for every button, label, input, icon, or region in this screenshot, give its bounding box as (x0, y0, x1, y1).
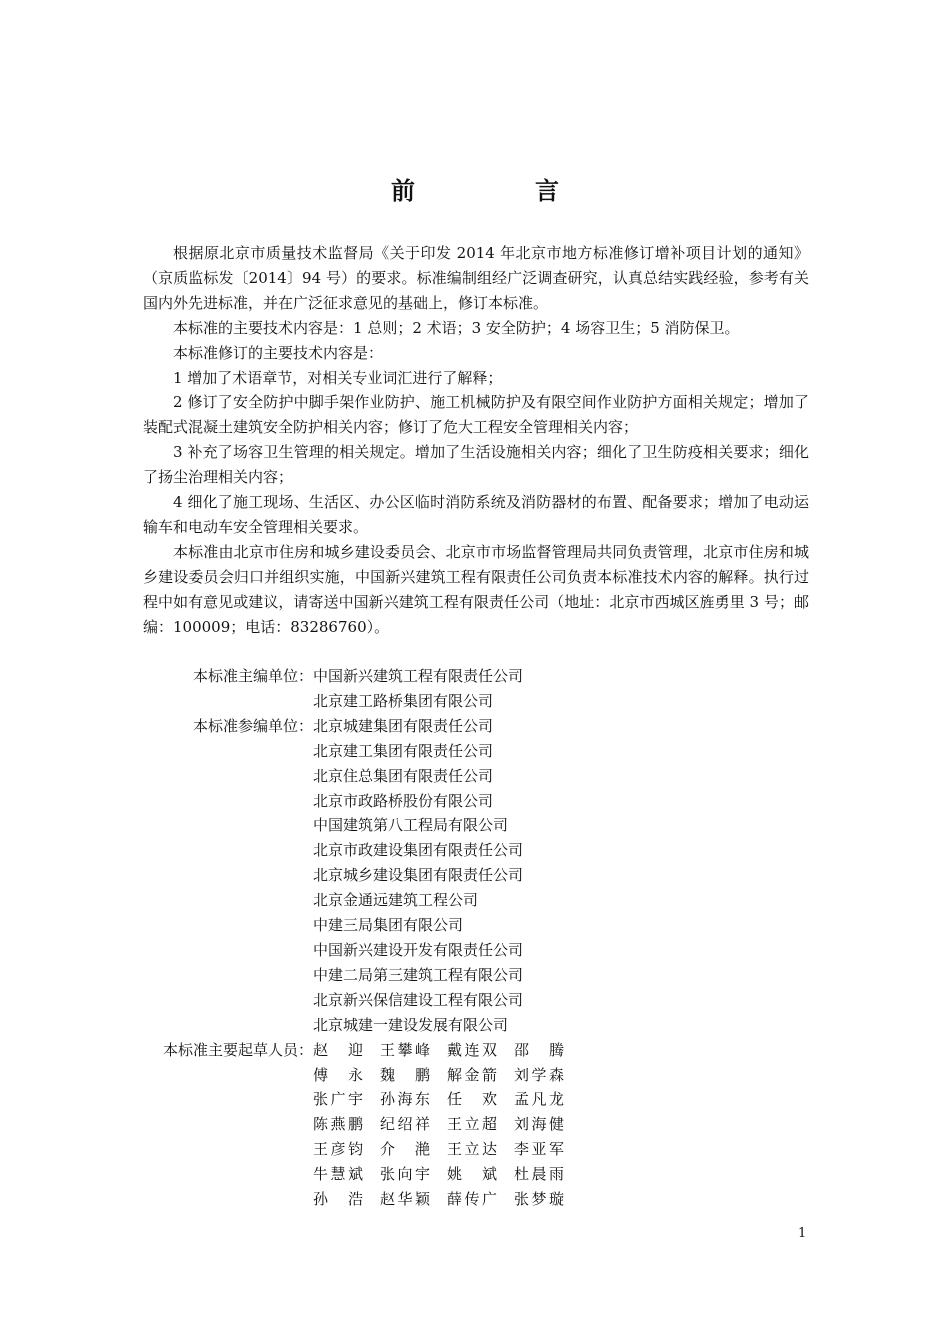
paragraph: 2 修订了安全防护中脚手架作业防护、施工机械防护及有限空间作业防护方面相关规定；增加了装配式混凝土建筑安全防护相关内容；修订了危大工程安全管理相关内容； (143, 393, 809, 437)
drafter-name: 魏鹏 (380, 1065, 430, 1084)
unit-item: 中建三局集团有限公司 (313, 916, 464, 935)
drafter-name: 杜晨雨 (514, 1165, 564, 1184)
drafter-name: 王立超 (447, 1115, 497, 1134)
paragraph: 本标准修订的主要技术内容是： (173, 343, 384, 362)
participating-units-label: 本标准参编单位： (192, 716, 313, 735)
drafter-name: 纪绍祥 (380, 1115, 430, 1134)
drafter-name: 赵华颖 (380, 1190, 430, 1209)
drafter-name: 王立达 (447, 1140, 497, 1159)
participating-units-row (143, 714, 581, 1038)
units-section (143, 664, 581, 1212)
drafter-name: 介滟 (380, 1140, 430, 1159)
drafter-name: 孙海东 (380, 1090, 430, 1109)
drafter-name: 孟凡龙 (514, 1090, 564, 1109)
unit-item: 北京住总集团有限责任公司 (313, 766, 494, 785)
drafters-row (143, 1038, 581, 1212)
unit-item: 北京建工集团有限责任公司 (313, 741, 494, 760)
preface-body (143, 241, 809, 640)
participating-units-list (313, 714, 523, 1038)
drafter-name: 薛传广 (447, 1190, 497, 1209)
unit-item: 北京城建一建设发展有限公司 (313, 1015, 509, 1034)
drafter-name: 赵迎 (313, 1040, 363, 1059)
paragraph: 本标准由北京市住房和城乡建设委员会、北京市市场监督管理局共同负责管理，北京市住房和城乡建设委员会归口并组织实施，中国新兴建筑工程有限责任公司负责本标准技术内容的解释。执行过程中如有意见或建议，请寄送中国新兴建筑工程有限责任公司（地址：北京市西城区旌勇里 3 号；邮编：100009；电话：83286760）。 (143, 542, 809, 636)
drafter-name: 戴连双 (447, 1040, 497, 1059)
drafter-name: 李亚军 (514, 1140, 564, 1159)
chief-units-label: 本标准主编单位： (192, 667, 313, 685)
paragraph: 本标准的主要技术内容是：1 总则；2 术语；3 安全防护；4 场容卫生；5 消防保卫。 (173, 318, 740, 337)
unit-item: 北京建工路桥集团有限公司 (313, 691, 494, 710)
drafter-name: 张广宇 (313, 1090, 363, 1109)
unit-item: 中国新兴建设开发有限责任公司 (313, 940, 524, 959)
drafter-name: 解金箭 (447, 1065, 497, 1084)
unit-item: 北京市政路桥股份有限公司 (313, 791, 494, 810)
drafter-name: 刘海健 (514, 1115, 564, 1134)
paragraph: 根据原北京市质量技术监督局《关于印发 2014 年北京市地方标准修订增补项目计划的通知》（京质监标发〔2014〕94 号）的要求。标准编制组经广泛调查研究，认真总结实践经验，参考有关国内外先进标准，并在广泛征求意见的基础上，修订本标准。 (143, 244, 809, 312)
unit-item: 北京新兴保信建设工程有限公司 (313, 990, 524, 1009)
unit-item: 中建二局第三建筑工程有限公司 (313, 965, 524, 984)
drafter-name: 刘学森 (514, 1065, 564, 1084)
paragraph: 3 补充了场容卫生管理的相关规定。增加了生活设施相关内容；细化了卫生防疫相关要求；细化了扬尘治理相关内容； (143, 443, 809, 487)
drafter-name: 姚斌 (447, 1165, 497, 1184)
unit-item: 北京市政建设集团有限责任公司 (313, 841, 524, 860)
drafter-name: 张梦璇 (514, 1190, 564, 1209)
drafter-name: 邵腾 (514, 1040, 564, 1059)
drafter-name: 孙浩 (313, 1190, 363, 1209)
drafter-name: 王彦钧 (313, 1140, 363, 1159)
paragraph: 4 细化了施工现场、生活区、办公区临时消防系统及消防器材的布置、配备要求；增加了电动运输车和电动车安全管理相关要求。 (143, 493, 809, 536)
page-number: 1 (798, 1226, 807, 1241)
chief-units-row (143, 664, 581, 714)
drafter-name: 牛慧斌 (313, 1165, 363, 1184)
drafter-name: 陈燕鹏 (313, 1115, 363, 1134)
unit-item: 北京城建集团有限责任公司 (313, 716, 494, 735)
chief-units-list (313, 664, 523, 714)
unit-item: 中国建筑第八工程局有限公司 (313, 816, 509, 835)
unit-item: 北京城乡建设集团有限责任公司 (313, 866, 524, 885)
drafter-name: 张向宇 (380, 1165, 430, 1184)
drafter-name: 王攀峰 (380, 1040, 430, 1059)
drafters-list (313, 1038, 581, 1212)
drafters-label: 本标准主要起草人员： (162, 1040, 313, 1059)
drafter-name: 任欢 (447, 1090, 497, 1109)
paragraph: 1 增加了术语章节，对相关专业词汇进行了解释； (173, 368, 503, 387)
drafter-name: 傅永 (313, 1065, 363, 1084)
unit-item: 北京金通远建筑工程公司 (313, 891, 479, 910)
unit-item: 中国新兴建筑工程有限责任公司 (313, 667, 524, 685)
page-title: 前 言 (391, 176, 607, 205)
